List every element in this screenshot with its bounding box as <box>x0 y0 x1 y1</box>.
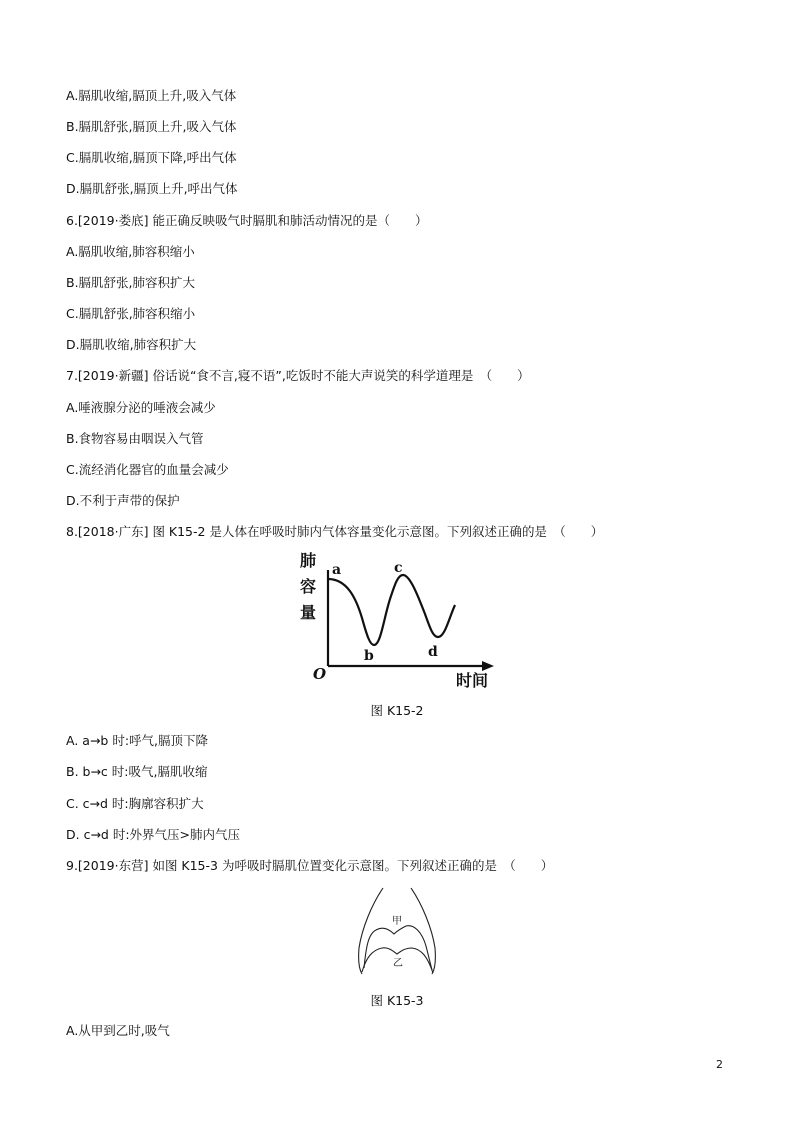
q5-option-d: D.膈肌舒张,膈顶上升,呼出气体 <box>66 181 238 196</box>
point-b-label: b <box>364 648 374 664</box>
q5-option-a: A.膈肌收缩,膈顶上升,吸入气体 <box>66 88 237 103</box>
q7-option-a: A.唾液腺分泌的唾液会减少 <box>66 400 216 415</box>
point-a-label: a <box>332 562 342 578</box>
q6-option-a: A.膈肌收缩,肺容积缩小 <box>66 244 195 259</box>
chest-outline-right <box>411 888 435 974</box>
lung-volume-curve <box>328 575 455 645</box>
q5-option-c: C.膈肌收缩,膈顶下降,呼出气体 <box>66 150 237 165</box>
q5-option-b: B.膈肌舒张,膈顶上升,吸入气体 <box>66 119 237 134</box>
q6-option-d: D.膈肌收缩,肺容积扩大 <box>66 337 197 352</box>
q7-option-b: B.食物容易由咽误入气管 <box>66 431 204 446</box>
origin-label: O <box>313 665 327 683</box>
x-axis-arrow <box>482 661 494 671</box>
lung-volume-figure <box>292 548 502 693</box>
q8-option-a: A. a→b 时:呼气,膈顶下降 <box>66 733 209 748</box>
figure-k15-2-caption: 图 K15-2 <box>370 703 424 718</box>
figure-k15-3-caption: 图 K15-3 <box>370 993 424 1008</box>
q8-option-b: B. b→c 时:吸气,膈肌收缩 <box>66 764 208 779</box>
y-label-fei: 肺 <box>300 551 317 570</box>
x-label-time: 时间 <box>456 671 489 690</box>
q8-stem: 8.[2018·广东] 图 K15-2 是人体在呼吸时肺内气体容量变化示意图。下列叙述正确的是 （ ） <box>66 524 604 539</box>
chest-outline-left <box>359 888 383 974</box>
q8-option-c: C. c→d 时:胸廓容积扩大 <box>66 796 204 811</box>
label-jia: 甲 <box>392 916 402 927</box>
page-number: 2 <box>716 1058 723 1071</box>
q7-stem: 7.[2019·新疆] 俗话说“食不言,寝不语”,吃饭时不能大声说笑的科学道理是 （ ） <box>66 368 530 383</box>
point-d-label: d <box>428 644 438 660</box>
q6-option-c: C.膈肌舒张,肺容积缩小 <box>66 306 196 321</box>
q9-option-a: A.从甲到乙时,吸气 <box>66 1023 170 1038</box>
label-yi: 乙 <box>393 958 403 969</box>
q7-option-d: D.不利于声带的保护 <box>66 493 180 508</box>
q7-option-c: C.流经消化器官的血量会减少 <box>66 462 229 477</box>
diaphragm-figure <box>356 886 438 978</box>
point-c-label: c <box>394 560 403 576</box>
q8-option-d: D. c→d 时:外界气压>肺内气压 <box>66 827 241 842</box>
y-label-liang: 量 <box>300 603 317 622</box>
q6-option-b: B.膈肌舒张,肺容积扩大 <box>66 275 196 290</box>
y-label-rong: 容 <box>300 577 317 596</box>
q6-stem: 6.[2019·娄底] 能正确反映吸气时膈肌和肺活动情况的是（ ） <box>66 213 428 228</box>
q9-stem: 9.[2019·东营] 如图 K15-3 为呼吸时膈肌位置变化示意图。下列叙述正确的是 （ ） <box>66 858 554 873</box>
